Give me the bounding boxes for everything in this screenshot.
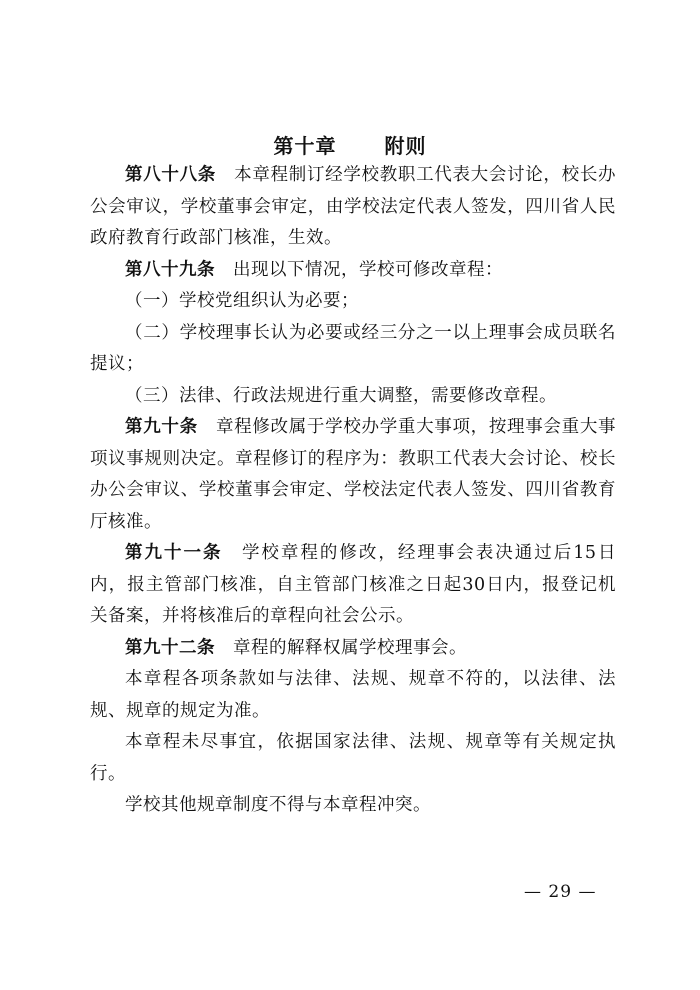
chapter-number: 第十章 xyxy=(273,134,337,158)
article-label: 第九十二条 xyxy=(125,637,215,658)
article-text: 章程的解释权属学校理事会。 xyxy=(233,637,467,658)
chapter-heading xyxy=(0,130,700,159)
chapter-title: 附则 xyxy=(384,134,427,158)
page-number: — 29 — xyxy=(524,882,597,902)
paragraph: 本章程未尽事宜，依据国家法律、法规、规章等有关规定执行。 xyxy=(90,732,616,784)
article-text: 出现以下情况，学校可修改章程： xyxy=(233,259,503,280)
article-90 xyxy=(90,412,616,538)
article-92 xyxy=(90,633,616,665)
article-text: 本章程制订经学校教职工代表大会讨论，校长办公会审议，学校董事会审定，由学校法定代表人签发，四川省人民政府教育行政部门核准，生效。 xyxy=(90,165,617,248)
article-label: 第八十九条 xyxy=(125,259,215,280)
article-89 xyxy=(90,255,616,287)
list-item: （三）法律、行政法规进行重大调整，需要修改章程。 xyxy=(125,385,557,406)
article-text: 学校章程的修改，经理事会表决通过后15日内，报主管部门核准，自主管部门核准之日起30日内，报登记机关备案，并将核准后的章程向社会公示。 xyxy=(90,543,616,626)
paragraph: 本章程各项条款如与法律、法规、规章不符的，以法律、法规、规章的规定为准。 xyxy=(90,669,616,721)
article-text: 章程修改属于学校办学重大事项，按理事会重大事项议事规则决定。章程修订的程序为：教职工代表大会讨论、校长办公会审议、学校董事会审定、学校法定代表人签发、四川省教育厅核准。 xyxy=(90,417,617,532)
article-91 xyxy=(90,538,616,633)
list-item: （一）学校党组织认为必要； xyxy=(125,291,359,311)
article-88 xyxy=(90,160,616,255)
article-label: 第九十条 xyxy=(125,417,198,437)
article-label: 第八十八条 xyxy=(125,165,216,185)
article-label: 第九十一条 xyxy=(125,543,223,563)
document-body xyxy=(90,160,616,822)
list-item: （二）学校理事长认为必要或经三分之一以上理事会成员联名提议； xyxy=(90,322,616,374)
paragraph: 学校其他规章制度不得与本章程冲突。 xyxy=(125,795,431,815)
